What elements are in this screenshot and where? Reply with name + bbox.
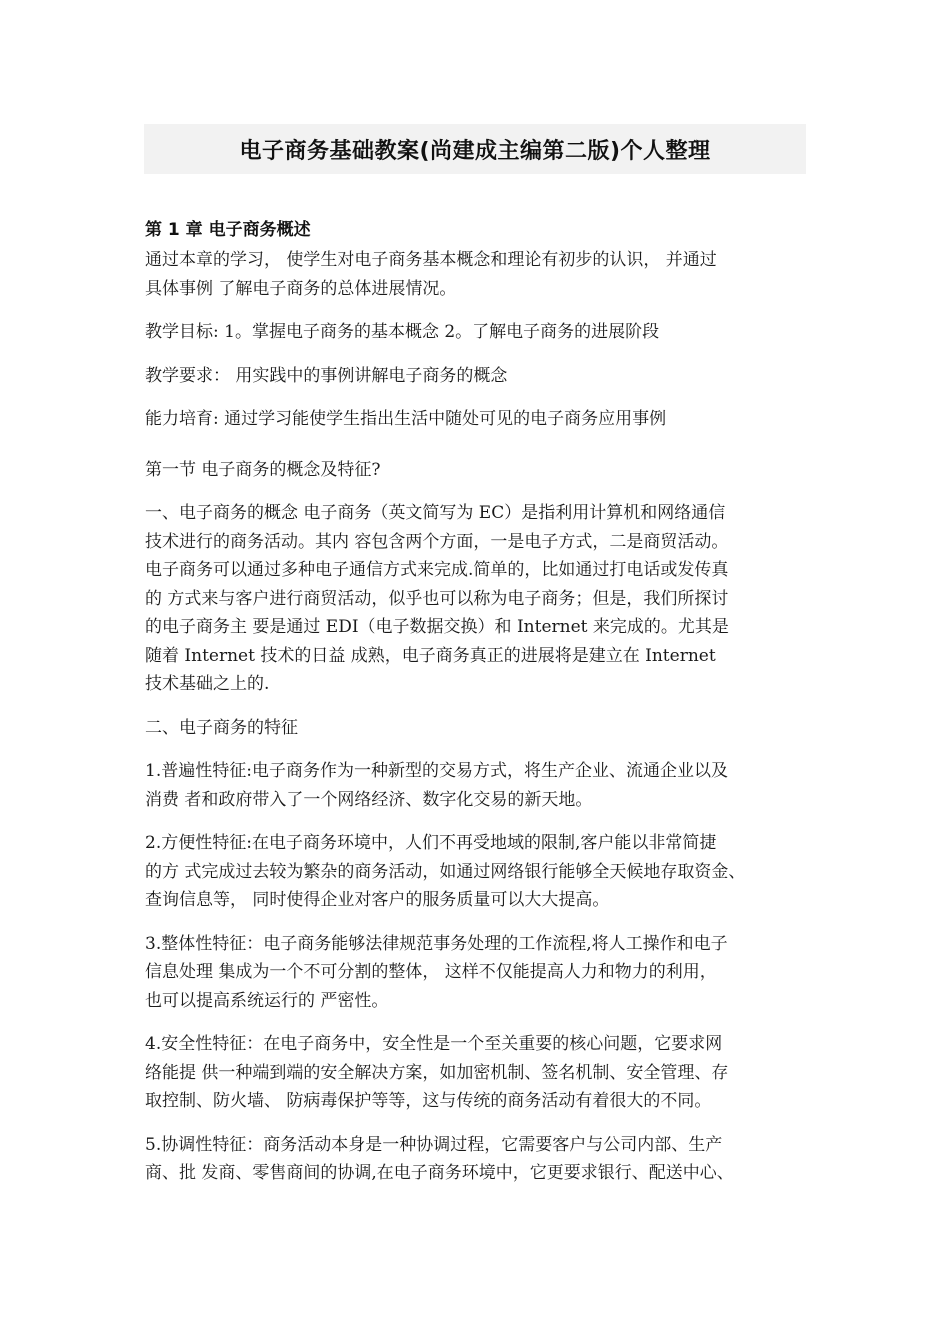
paragraph-line: 查询信息等， 同时使得企业对客户的服务质量可以大大提高。 <box>145 890 610 910</box>
paragraph-line: 能力培育: 通过学习能使学生指出生活中随处可见的电子商务应用事例 <box>145 409 667 429</box>
paragraph <box>145 405 809 434</box>
paragraph <box>145 456 809 485</box>
paragraph-line: 的方 式完成过去较为繁杂的商务活动，如通过网络银行能够全天候地存取资金、 <box>145 861 746 882</box>
chapter-heading: 第 1 章 电子商务概述 <box>145 220 311 240</box>
paragraph-line: 技术进行的商务活动。其内 容包含两个方面，一是电子方式，二是商贸活动。 <box>145 531 729 552</box>
paragraph-line: 通过本章的学习， 使学生对电子商务基本概念和理论有初步的认识， 并通过 <box>145 250 717 270</box>
paragraph <box>145 757 809 814</box>
paragraph <box>145 246 809 303</box>
paragraph-line: 教学目标: 1。掌握电子商务的基本概念 2。了解电子商务的进展阶段 <box>145 322 660 342</box>
paragraph-line: 教学要求： 用实践中的事例讲解电子商务的概念 <box>145 365 508 386</box>
paragraph-line: 电子商务可以通过多种电子通信方式来完成.简单的，比如通过打电话或发传真 <box>145 560 729 580</box>
paragraph-line: 随着 Internet 技术的日益 成熟，电子商务真正的进展将是建立在 Internet <box>145 645 716 666</box>
paragraph-line: 3.整体性特征：电子商务能够法律规范事务处理的工作流程,将人工操作和电子 <box>145 933 728 954</box>
paragraph-line: 技术基础之上的. <box>145 674 270 694</box>
document-title: 电子商务基础教案(尚建成主编第二版)个人整理 <box>239 138 711 164</box>
document-title-bar <box>144 124 806 174</box>
paragraph-line: 络能提 供一种端到端的安全解决方案，如加密机制、签名机制、安全管理、存 <box>145 1062 729 1083</box>
paragraph <box>145 362 809 391</box>
paragraph-line: 也可以提高系统运行的 严密性。 <box>145 990 389 1011</box>
paragraph <box>145 1030 809 1116</box>
paragraph-line: 信息处理 集成为一个不可分割的整体， 这样不仅能提高人力和物力的利用， <box>145 962 717 982</box>
paragraph-line: 二、电子商务的特征 <box>145 717 298 738</box>
paragraph <box>145 1131 809 1188</box>
paragraph-line: 5.协调性特征：商务活动本身是一种协调过程，它需要客户与公司内部、生产 <box>145 1134 723 1155</box>
paragraph <box>145 930 809 1016</box>
document-body <box>145 216 809 1203</box>
paragraph-line: 1.普遍性特征:电子商务作为一种新型的交易方式，将生产企业、流通企业以及 <box>145 761 728 781</box>
paragraph-line: 的电子商务主 要是通过 EDI（电子数据交换）和 Internet 来完成的。尤其是 <box>145 617 729 637</box>
paragraph-line: 商、批 发商、零售商间的协调,在电子商务环境中，它更要求银行、配送中心、 <box>145 1163 734 1183</box>
paragraph-line: 的 方式来与客户进行商贸活动，似乎也可以称为电子商务；但是，我们所探讨 <box>145 588 729 609</box>
paragraph-line: 一、电子商务的概念 电子商务（英文简写为 EC）是指利用计算机和网络通信 <box>145 503 726 523</box>
paragraph <box>145 829 809 915</box>
paragraph <box>145 318 809 347</box>
paragraph-line: 具体事例 了解电子商务的总体进展情况。 <box>145 278 457 299</box>
paragraph-line: 4.安全性特征：在电子商务中，安全性是一个至关重要的核心问题，它要求网 <box>145 1034 723 1054</box>
paragraph <box>145 714 809 743</box>
paragraph-line: 第一节 电子商务的概念及特征? <box>145 459 381 480</box>
paragraph <box>145 499 809 699</box>
paragraph-line: 取控制、防火墙、 防病毒保护等等，这与传统的商务活动有着很大的不同。 <box>145 1091 712 1111</box>
paragraph-line: 消费 者和政府带入了一个网络经济、数字化交易的新天地。 <box>145 789 593 810</box>
paragraph-line: 2.方便性特征:在电子商务环境中，人们不再受地域的限制,客户能以非常简捷 <box>145 833 717 853</box>
paragraph-list <box>145 246 809 1188</box>
